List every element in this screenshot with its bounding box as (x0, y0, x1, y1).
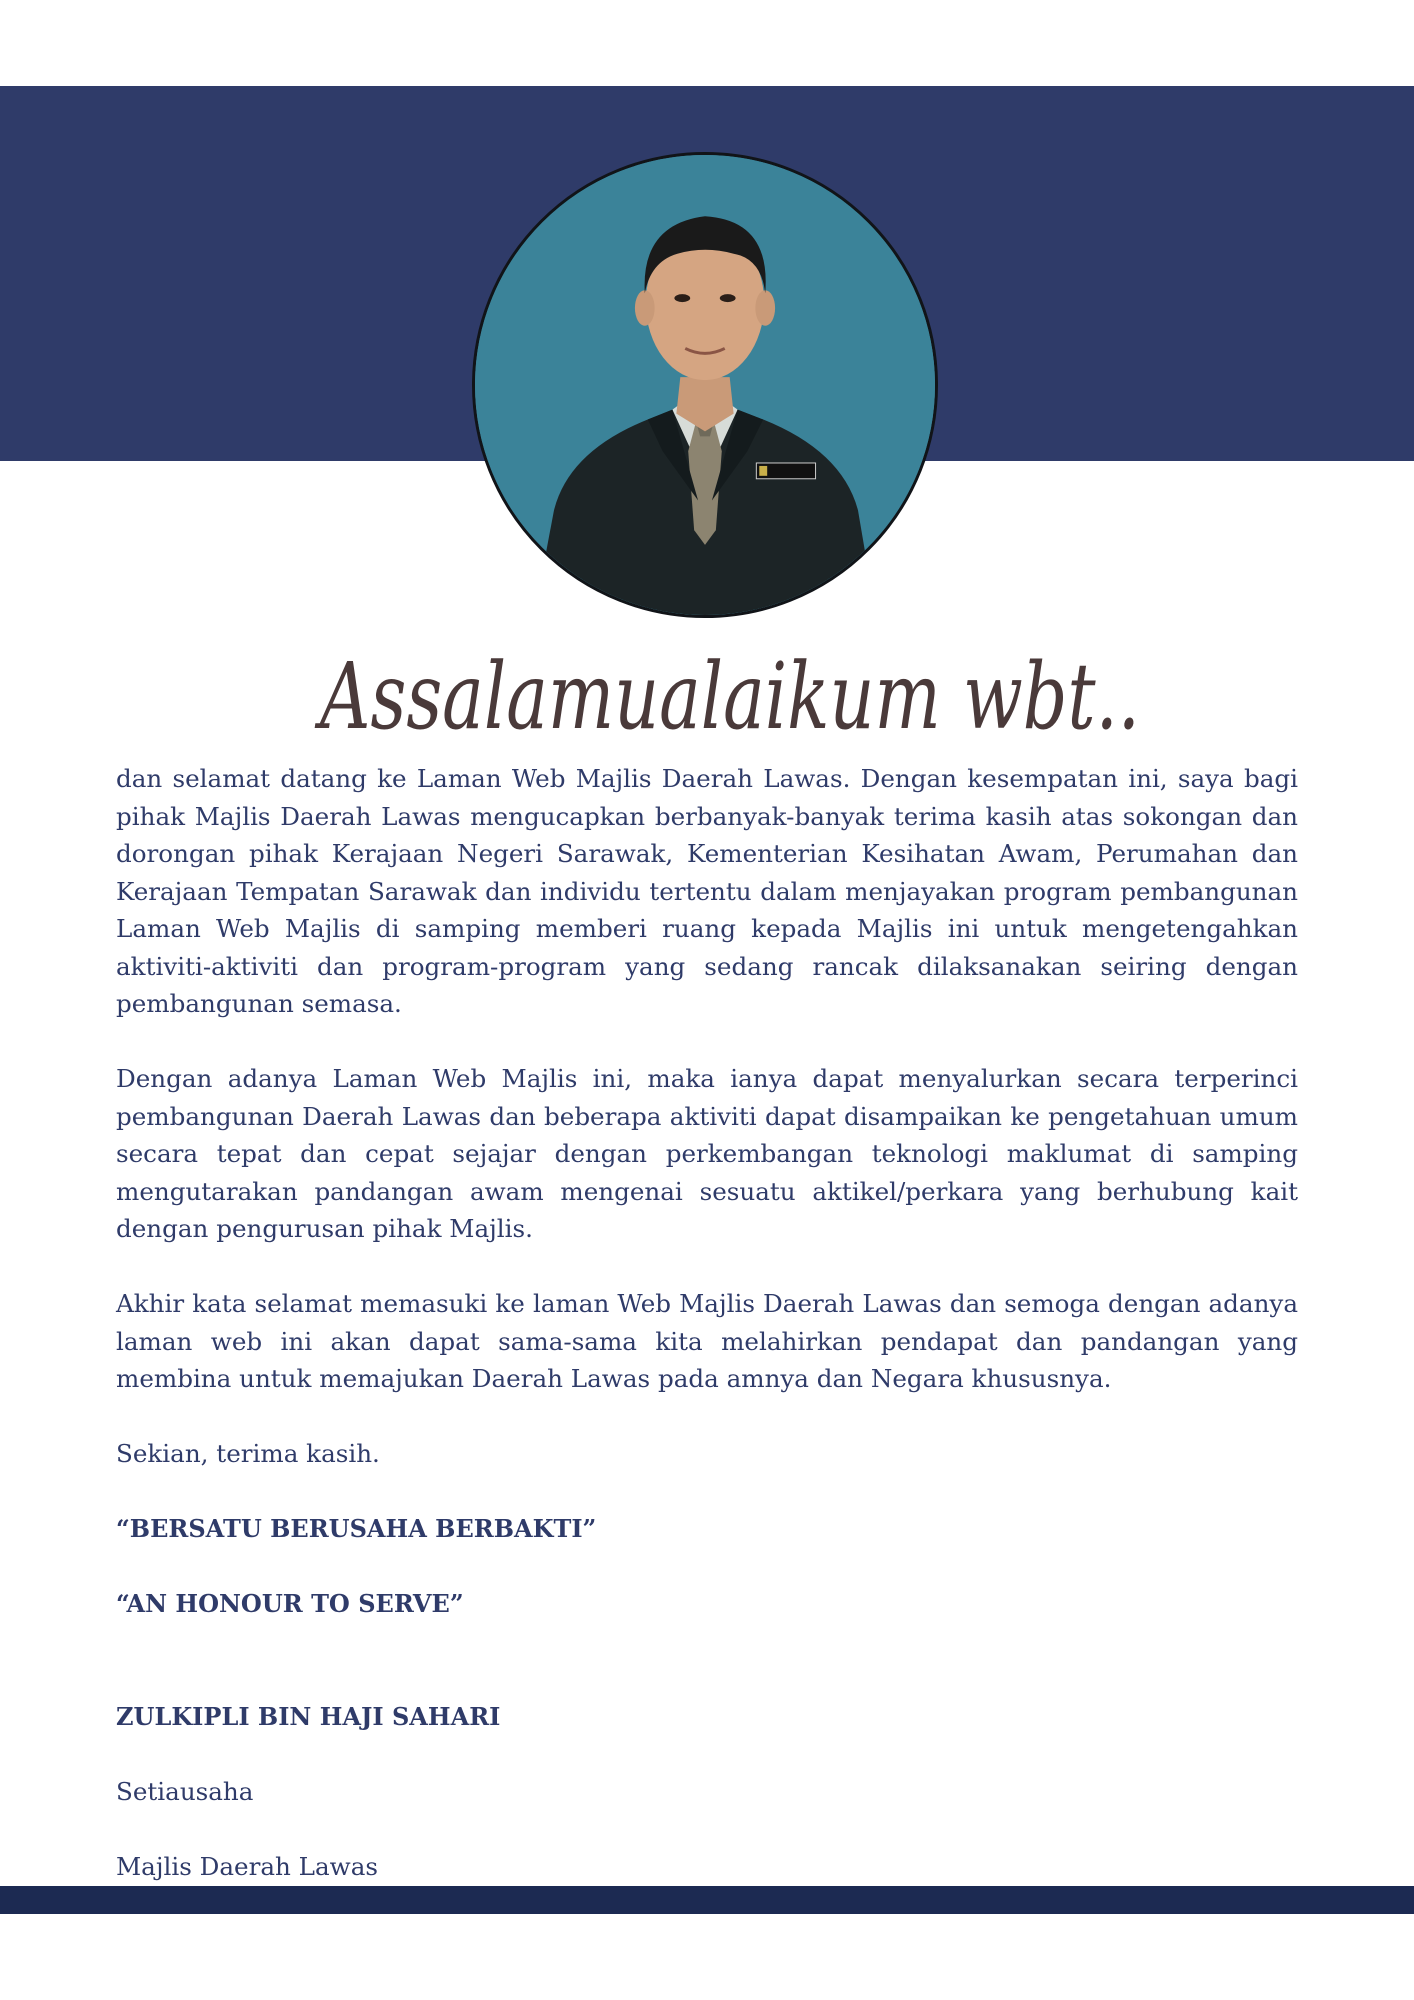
paragraph-thanks: Sekian, terima kasih. (116, 1439, 380, 1468)
paragraph-closing: Akhir kata selamat memasuki ke laman Web Majlis Daerah Lawas dan semoga dengan adanya laman web ini akan dapat sama-sama kita melahirkan pendapat dan pandangan yang membina untuk memajukan Daerah Lawas pada amnya dan Negara khususnya. (116, 1289, 1298, 1393)
paragraph-website-purpose: Dengan adanya Laman Web Majlis ini, maka ianya dapat menyalurkan secara terperinci pembangunan Daerah Lawas dan beberapa aktiviti dapat disampaikan ke pengetahuan umum secara tepat dan cepat sejajar dengan perkembangan teknologi maklumat di samping mengutarakan pandangan awam mengenai sesuatu aktikel/perkara yang berhubung kait dengan pengurusan pihak Majlis. (116, 1064, 1298, 1243)
motto-english: “AN HONOUR TO SERVE” (116, 1589, 464, 1618)
message-body (116, 760, 1298, 1923)
footer-band (0, 1886, 1414, 1914)
portrait-photo (472, 152, 938, 618)
motto-malay: “BERSATU BERUSAHA BERBAKTI” (116, 1514, 597, 1543)
signatory-position: Setiausaha (116, 1776, 254, 1806)
signatory-organization: Majlis Daerah Lawas (116, 1851, 378, 1881)
motto-block (116, 1510, 1298, 1623)
signatory-name: ZULKIPLI BIN HAJI SAHARI (116, 1701, 501, 1731)
greeting-text: Assalamualaikum wbt.. (313, 643, 1141, 750)
signature-block (116, 1698, 1298, 1886)
person-portrait-illustration (475, 155, 935, 615)
paragraph-welcome: dan selamat datang ke Laman Web Majlis Daerah Lawas. Dengan kesempatan ini, saya bagi pihak Majlis Daerah Lawas mengucapkan berbanyak-banyak terima kasih atas sokongan dan dorongan pihak Kerajaan Negeri Sarawak, Kementerian Kesihatan Awam, Perumahan dan Kerajaan Tempatan Sarawak dan individu tertentu dalam menjayakan program pembangunan Laman Web Majlis di samping memberi ruang kepada Majlis ini untuk mengetengahkan aktiviti-aktiviti dan program-program yang sedang rancak dilaksanakan seiring dengan pembangunan semasa. (116, 764, 1298, 1018)
